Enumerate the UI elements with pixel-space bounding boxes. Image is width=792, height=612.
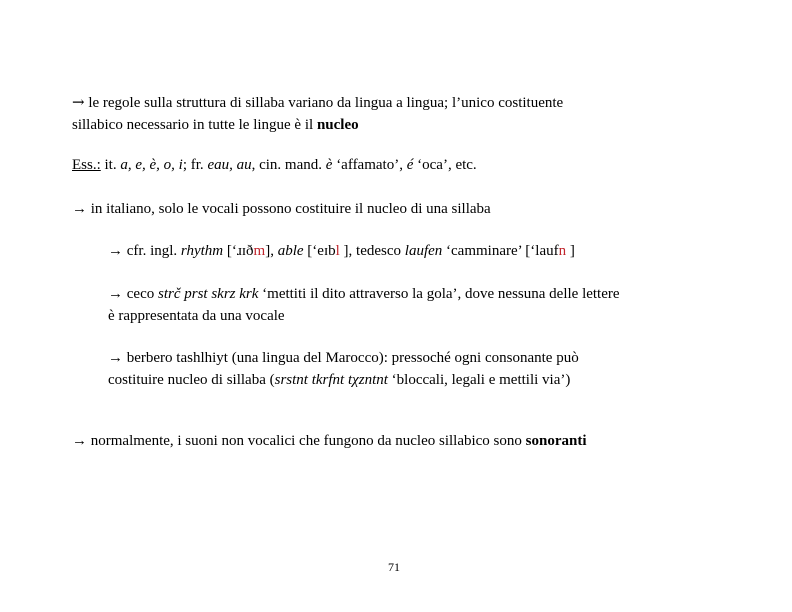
line bbox=[108, 369, 579, 391]
paragraph-italian bbox=[72, 198, 491, 220]
example-word: a, e, è, o, i bbox=[120, 157, 183, 173]
example-word: rhythm bbox=[180, 243, 224, 259]
line bbox=[108, 283, 620, 305]
paragraph-examples bbox=[72, 154, 477, 176]
paragraph-syllable-rules bbox=[72, 91, 563, 136]
text: → normalmente, i suoni non vocalici che fungono da nucleo sillabico sono bbox=[72, 433, 526, 449]
term-sonoranti: sonoranti bbox=[525, 433, 587, 449]
text: → ceco bbox=[108, 286, 158, 302]
text: ] bbox=[566, 243, 575, 259]
example-word: laufen bbox=[404, 243, 443, 259]
page-number: 71 bbox=[388, 560, 400, 574]
example-word: able bbox=[277, 243, 304, 259]
ipa: [‘eɪb bbox=[303, 243, 336, 259]
text: ; fr. bbox=[182, 157, 208, 173]
paragraph-sonorants bbox=[72, 430, 587, 452]
example-word: eau, au bbox=[207, 157, 252, 173]
paragraph-czech bbox=[108, 283, 620, 327]
line bbox=[72, 91, 563, 114]
example-word: strč prst skrz krk bbox=[157, 286, 259, 302]
paragraph-english-german bbox=[108, 240, 575, 262]
term-nucleo: nucleo bbox=[316, 117, 359, 133]
text: → cfr. ingl. bbox=[108, 243, 181, 259]
text: è rappresentata da una vocale bbox=[108, 308, 285, 324]
text: ‘affamato’, bbox=[332, 157, 407, 173]
syllabic-consonant: m bbox=[253, 243, 266, 259]
text: → berbero tashlhiyt (una lingua del Marocco): pressoché ogni consonante può bbox=[108, 350, 579, 366]
text: costituire nucleo di sillaba ( bbox=[108, 372, 275, 388]
ipa: [‘ɹɪð bbox=[223, 243, 254, 259]
text: ‘mettiti il dito attraverso la gola’, dove nessuna delle lettere bbox=[258, 286, 620, 302]
line bbox=[108, 347, 579, 369]
text: ‘bloccali, legali e mettili via’) bbox=[387, 372, 571, 388]
example-word: è bbox=[325, 157, 333, 173]
text: ‘camminare’ [‘lauf bbox=[442, 243, 559, 259]
line bbox=[72, 114, 563, 136]
line bbox=[108, 305, 620, 327]
examples-label: Ess.: bbox=[72, 157, 101, 173]
text: ], tedesco bbox=[339, 243, 405, 259]
text: it. bbox=[100, 157, 121, 173]
example-word: é bbox=[406, 157, 414, 173]
text: → in italiano, solo le vocali possono costituire il nucleo di una sillaba bbox=[72, 201, 491, 217]
syllabic-consonant: n bbox=[558, 243, 567, 259]
paragraph-berber bbox=[108, 347, 579, 391]
text: le regole sulla struttura di sillaba variano da lingua a lingua; l’unico costituente bbox=[88, 95, 564, 111]
text: ], bbox=[265, 243, 278, 259]
example-word: srstnt tkrfnt tχzntnt bbox=[274, 372, 388, 388]
text: , cin. mand. bbox=[251, 157, 326, 173]
text: ‘oca’, etc. bbox=[413, 157, 477, 173]
text: sillabico necessario in tutte le lingue è il bbox=[72, 117, 317, 133]
syllabic-consonant: l bbox=[335, 243, 340, 259]
arrow-icon: → bbox=[72, 93, 85, 111]
